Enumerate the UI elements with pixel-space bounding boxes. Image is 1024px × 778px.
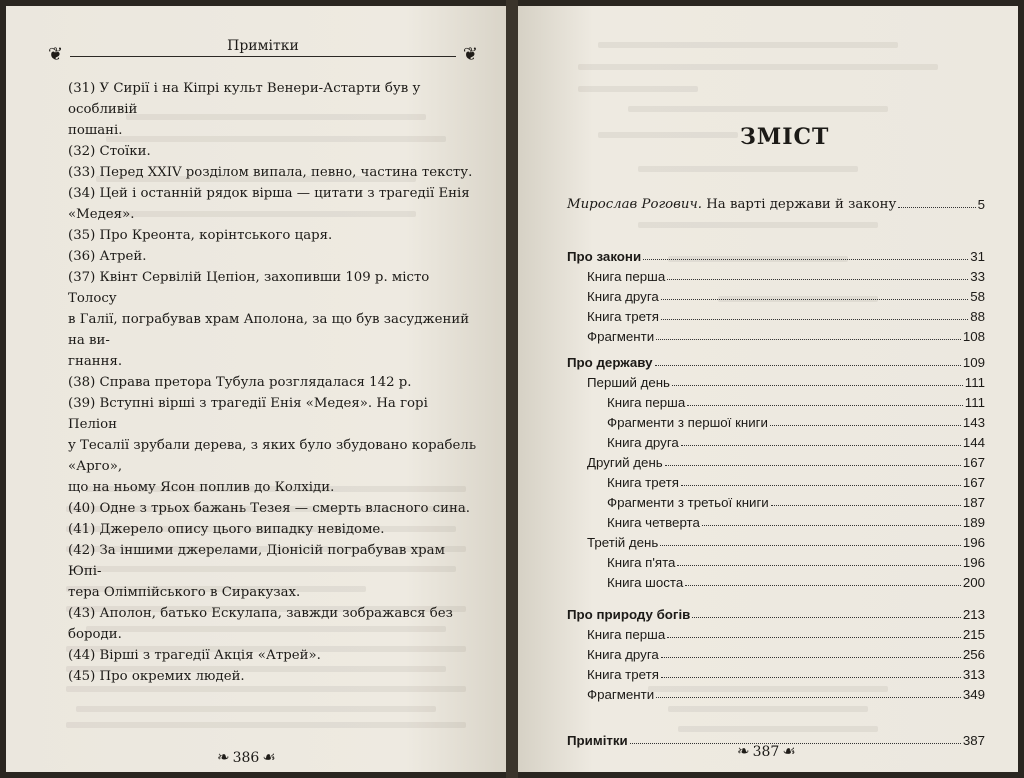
toc-entry-label: Примітки [567, 733, 628, 748]
toc-page-number: 349 [962, 687, 985, 702]
toc-leader-dots [661, 657, 961, 658]
toc-page-number: 189 [962, 515, 985, 530]
note-line: гнання. [68, 354, 123, 369]
toc-page-number: 196 [962, 535, 985, 550]
toc-entry-label: Про природу богів [567, 607, 691, 622]
note-line: (32) Стоїки. [68, 144, 151, 159]
note-line: (35) Про Креонта, корінтського царя. [68, 228, 333, 243]
toc-entry-label: Фрагменти з першої книги [607, 415, 768, 430]
ornament-icon: ❧ [217, 748, 230, 766]
toc-entry-label: Перший день [587, 375, 670, 390]
toc-leader-dots [677, 565, 960, 566]
toc-leader-dots [656, 697, 961, 698]
note-35 [68, 225, 480, 246]
toc-entry-label: Третій день [587, 535, 659, 550]
toc-entry[interactable] [567, 430, 985, 450]
toc-entry[interactable] [567, 642, 985, 662]
notes-list [68, 78, 480, 687]
note-line: пошані. [68, 123, 123, 138]
page-footer [214, 748, 279, 766]
note-44 [68, 645, 480, 666]
toc-leader-dots [771, 505, 961, 506]
toc-page-number: 31 [970, 249, 985, 264]
toc-entry[interactable] [567, 682, 985, 702]
note-line: у Тесалії зрубали дерева, з яких було збудовано корабель «Арго», [68, 438, 477, 474]
toc-page-number: 167 [962, 455, 985, 470]
toc-entry-label: Книга четверта [607, 515, 700, 530]
ornament-icon: ❧ [737, 742, 750, 760]
note-line: (37) Квінт Сервілій Цепіон, захопивши 109 р. місто Толосу [68, 270, 430, 306]
toc-entry-title: На варті держави й закону [701, 197, 897, 212]
toc-entry[interactable] [567, 470, 985, 490]
toc-entry-label: Книга шоста [607, 575, 684, 590]
toc-entry-label: Книга третя [587, 667, 659, 682]
note-line: (41) Джерело опису цього випадку невідоме. [68, 522, 385, 537]
note-line: (45) Про окремих людей. [68, 669, 245, 684]
toc-entry[interactable] [567, 390, 985, 410]
toc-leader-dots [685, 585, 961, 586]
toc-entry-label: Другий день [587, 455, 663, 470]
note-line: (44) Вірші з трагедії Акція «Атрей». [68, 648, 321, 663]
ornament-icon: ☙ [262, 748, 276, 766]
toc-page-number: 144 [962, 435, 985, 450]
toc-page-number: 33 [970, 269, 985, 284]
toc-entry-label [567, 197, 896, 212]
toc-leader-dots [660, 545, 960, 546]
toc-section[interactable] [567, 350, 985, 370]
toc-page-number: 213 [962, 607, 985, 622]
toc-leader-dots [665, 465, 961, 466]
ornament-icon: ☙ [782, 742, 796, 760]
note-33 [68, 162, 480, 183]
toc-page-number: 196 [962, 555, 985, 570]
toc-leader-dots [692, 617, 960, 618]
toc-page-number: 215 [962, 627, 985, 642]
toc-page-number: 187 [962, 495, 985, 510]
toc-entry[interactable] [567, 530, 985, 550]
note-38 [68, 372, 480, 393]
note-line: (43) Аполон, батько Ескулапа, завжди зображався без бороди. [68, 606, 453, 642]
toc-leader-dots [702, 525, 961, 526]
note-37 [68, 267, 480, 372]
toc-entry-label: Книга перша [587, 269, 666, 284]
note-line: (42) За іншими джерелами, Діонісій пограбував храм Юпі- [68, 543, 445, 579]
toc-entry-label: Книга п'ята [607, 555, 676, 570]
note-34 [68, 183, 480, 225]
toc-entry-label: Книга друга [587, 647, 659, 662]
toc-leader-dots [661, 299, 968, 300]
toc-entry-label: Фрагменти [587, 329, 655, 344]
note-line: в Галії, пограбував храм Аполона, за що був засуджений на ви- [68, 312, 470, 348]
book-gutter [506, 0, 518, 778]
page-footer [734, 742, 799, 760]
toc-entry-label: Про закони [567, 249, 642, 264]
toc-entry[interactable] [567, 570, 985, 590]
toc-entry-label: Книга друга [607, 435, 679, 450]
note-42 [68, 540, 480, 603]
toc-leader-dots [643, 259, 968, 260]
toc-page-number: 108 [962, 329, 985, 344]
note-39 [68, 393, 480, 498]
ornament-icon: ❦ [462, 44, 478, 65]
toc-leader-dots [656, 339, 961, 340]
running-header [48, 36, 478, 66]
toc-page-number: 5 [977, 197, 985, 212]
toc-section[interactable] [567, 244, 985, 264]
note-43 [68, 603, 480, 645]
toc-page-number: 109 [962, 355, 985, 370]
note-45 [68, 666, 480, 687]
toc-entry[interactable] [567, 192, 985, 212]
note-line: (40) Одне з трьох бажань Тезея — смерть власного сина. [68, 501, 470, 516]
note-40 [68, 498, 480, 519]
toc-page-number: 58 [970, 289, 985, 304]
toc-entry[interactable] [567, 370, 985, 390]
running-header-title: Примітки [227, 38, 299, 54]
note-line: тера Олімпійського в Сиракузах. [68, 585, 301, 600]
toc-page-number: 88 [970, 309, 985, 324]
toc-entry-label: Книга третя [587, 309, 659, 324]
note-line: (31) У Сирії і на Кіпрі культ Венери-Астарти був у особливій [68, 81, 421, 117]
toc-entry-label: Книга друга [587, 289, 659, 304]
toc-leader-dots [655, 365, 961, 366]
note-line: що на ньому Ясон поплив до Колхіди. [68, 480, 335, 495]
header-rule [70, 56, 456, 57]
note-line: (39) Вступні вірші з трагедії Енія «Медея». На горі Пеліон [68, 396, 428, 432]
toc-page-number: 200 [962, 575, 985, 590]
note-31 [68, 78, 480, 141]
note-line: (38) Справа претора Тубула розглядалася 142 р. [68, 375, 412, 390]
ornament-icon: ❦ [48, 44, 64, 65]
note-41 [68, 519, 480, 540]
left-page [6, 6, 506, 772]
toc-entry[interactable] [567, 264, 985, 284]
toc-leader-dots [667, 279, 968, 280]
toc-page-number: 143 [962, 415, 985, 430]
toc-leader-dots [770, 425, 961, 426]
toc-entry[interactable] [567, 284, 985, 304]
toc-page-number: 167 [962, 475, 985, 490]
toc-entry[interactable] [567, 550, 985, 570]
toc-entry-label: Фрагменти [587, 687, 655, 702]
toc-entry[interactable] [567, 450, 985, 470]
note-line: (34) Цей і останній рядок вірша — цитати з трагедії Енія [68, 186, 470, 201]
toc-page-number: 111 [964, 375, 985, 390]
toc-leader-dots [687, 405, 963, 406]
note-32 [68, 141, 480, 162]
toc-leader-dots [672, 385, 963, 386]
note-line: (36) Атрей. [68, 249, 147, 264]
toc-entry-label: Книга третя [607, 475, 679, 490]
toc-entry[interactable] [567, 490, 985, 510]
note-36 [68, 246, 480, 267]
toc-entry[interactable] [567, 304, 985, 324]
toc-page-number: 111 [964, 395, 985, 410]
toc-entry-label: Про державу [567, 355, 653, 370]
toc-page-number: 387 [962, 733, 985, 748]
toc-leader-dots [667, 637, 961, 638]
toc-entry[interactable] [567, 510, 985, 530]
toc-author: Мирослав Рогович. [567, 197, 702, 212]
toc-entry-label: Книга перша [587, 627, 666, 642]
toc-leader-dots [661, 319, 968, 320]
toc-leader-dots [661, 677, 961, 678]
toc-leader-dots [681, 445, 961, 446]
toc-page-number: 313 [962, 667, 985, 682]
page-number: 386 [232, 750, 260, 766]
toc-entry[interactable] [567, 324, 985, 344]
note-line: «Медея». [68, 207, 135, 222]
toc-entry-label: Фрагменти з третьої книги [607, 495, 769, 510]
toc-page-number: 256 [962, 647, 985, 662]
page-number: 387 [752, 744, 780, 760]
note-line: (33) Перед XXIV розділом випала, певно, частина тексту. [68, 165, 473, 180]
toc-section[interactable] [567, 602, 985, 622]
toc-entry[interactable] [567, 662, 985, 682]
toc-leader-dots [898, 207, 975, 208]
contents-title: ЗМІСТ [740, 124, 830, 150]
toc-leader-dots [681, 485, 961, 486]
toc-entry[interactable] [567, 410, 985, 430]
toc-entry-label: Книга перша [607, 395, 686, 410]
toc-entry[interactable] [567, 622, 985, 642]
